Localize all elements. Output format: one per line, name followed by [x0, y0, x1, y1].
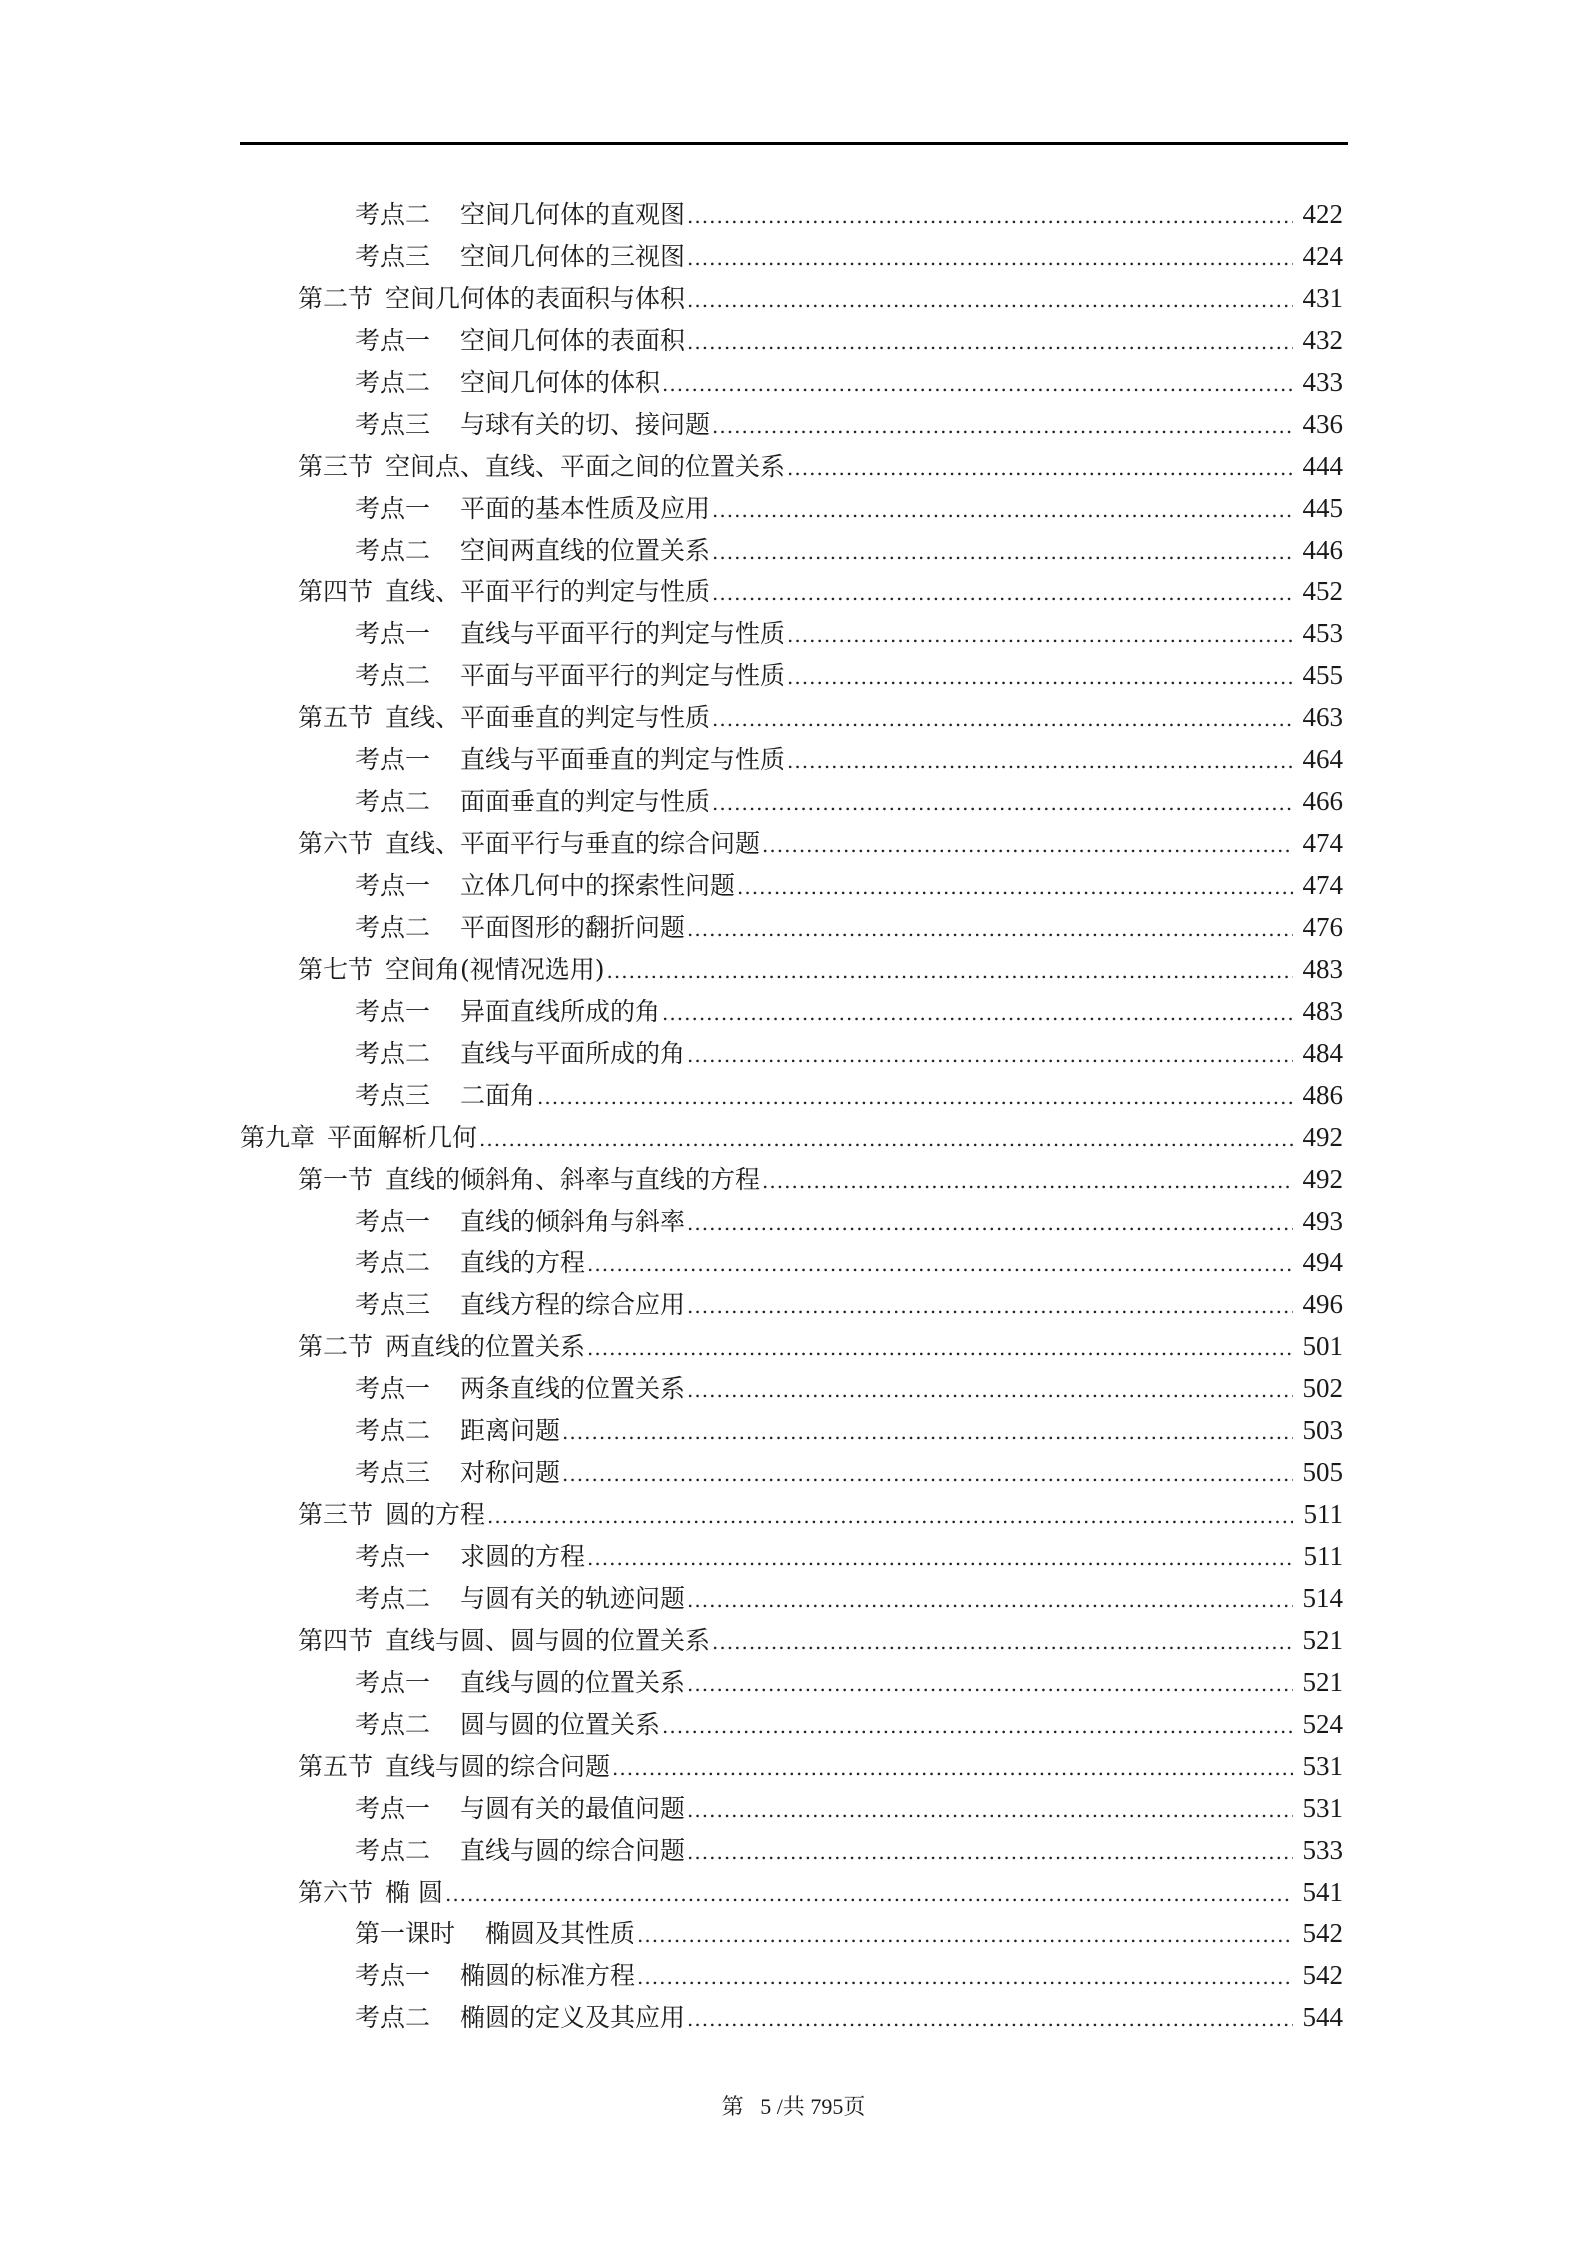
- toc-entry-page-number: 452: [1302, 576, 1343, 607]
- toc-topic-entry[interactable]: [240, 1955, 1343, 1997]
- toc-entry-page-number: 433: [1302, 366, 1343, 397]
- toc-entry-page-number: 505: [1302, 1457, 1343, 1488]
- dot-leader: [562, 1412, 1293, 1454]
- toc-topic-entry[interactable]: [240, 1410, 1343, 1452]
- toc-entry-page-number: 463: [1302, 702, 1343, 733]
- toc-entry-title: 直线方程的综合应用: [460, 1290, 686, 1320]
- toc-entry-title: 与圆有关的最值问题: [460, 1793, 686, 1823]
- toc-entry-prefix: 考点三: [355, 241, 431, 271]
- toc-entry-title: 直线的倾斜角、斜率与直线的方程: [385, 1164, 761, 1194]
- toc-entry-prefix: 第五节: [298, 1751, 374, 1781]
- dot-leader: [587, 1244, 1293, 1286]
- dot-leader: [712, 532, 1293, 574]
- dot-leader: [637, 1915, 1293, 1957]
- dot-leader: [445, 1874, 1293, 1916]
- toc-entry-title: 空间角(视情况选用): [385, 954, 605, 984]
- toc-topic-entry[interactable]: [240, 1075, 1343, 1117]
- toc-entry-prefix: 考点一: [355, 1793, 431, 1823]
- toc-entry-title: 对称问题: [460, 1458, 561, 1488]
- toc-entry-title: 圆的方程: [385, 1500, 486, 1530]
- toc-entry-prefix: 考点二: [355, 1583, 431, 1613]
- toc-entry-page-number: 422: [1302, 199, 1343, 229]
- toc-entry-title: 两条直线的位置关系: [460, 1374, 686, 1404]
- toc-entry-title: 平面解析几何: [327, 1122, 478, 1152]
- toc-entry-title: 圆与圆的位置关系: [460, 1709, 661, 1739]
- toc-entry-title: 椭圆及其性质: [485, 1919, 636, 1949]
- dot-leader: [787, 741, 1293, 783]
- toc-entry-title: 直线与圆的位置关系: [460, 1667, 686, 1697]
- toc-topic-entry[interactable]: [240, 655, 1343, 697]
- toc-entry-prefix: 第二节: [298, 1332, 374, 1362]
- dot-leader: [787, 615, 1293, 657]
- toc-entry-page-number: 524: [1302, 1708, 1343, 1739]
- toc-entry-page-number: 444: [1302, 450, 1343, 481]
- toc-topic-entry[interactable]: [240, 362, 1343, 404]
- toc-entry-page-number: 484: [1302, 1037, 1343, 1068]
- toc-entry-prefix: 考点一: [355, 745, 431, 775]
- toc-topic-entry[interactable]: [240, 488, 1343, 530]
- dot-leader: [787, 657, 1293, 699]
- toc-entry-title: 直线与平面所成的角: [460, 1038, 686, 1068]
- toc-entry-page-number: 502: [1302, 1373, 1343, 1404]
- toc-entry-page-number: 455: [1302, 660, 1343, 691]
- dot-leader: [712, 490, 1293, 532]
- toc-topic-entry[interactable]: [240, 739, 1343, 781]
- toc-entry-page-number: 486: [1302, 1079, 1343, 1110]
- toc-entry-page-number: 424: [1302, 240, 1343, 271]
- toc-topic-entry[interactable]: [240, 404, 1343, 446]
- toc-topic-entry[interactable]: [240, 1788, 1343, 1830]
- toc-section-entry[interactable]: [240, 1746, 1343, 1788]
- dot-leader: [687, 1580, 1293, 1622]
- toc-entry-prefix: 考点二: [355, 912, 431, 942]
- toc-entry-title: 空间几何体的体积: [460, 367, 661, 397]
- dot-leader: [687, 1999, 1293, 2041]
- toc-entry-prefix: 第二节: [298, 283, 374, 313]
- toc-entry-prefix: 考点二: [355, 787, 431, 817]
- toc-topic-entry[interactable]: [240, 236, 1343, 278]
- toc-entry-page-number: 436: [1302, 408, 1343, 439]
- toc-entry-prefix: 考点一: [355, 1961, 431, 1991]
- toc-topic-entry[interactable]: [240, 194, 1343, 236]
- toc-section-entry[interactable]: [240, 1620, 1343, 1662]
- toc-topic-entry[interactable]: [240, 1368, 1343, 1410]
- toc-entry-prefix: 考点三: [355, 1290, 431, 1320]
- dot-leader: [687, 1035, 1293, 1077]
- dot-leader: [537, 1077, 1293, 1119]
- toc-entry-prefix: 第七节: [298, 954, 374, 984]
- toc-section-entry[interactable]: [240, 1326, 1343, 1368]
- toc-topic-entry[interactable]: [240, 1662, 1343, 1704]
- toc-entry-prefix: 第三节: [298, 1500, 374, 1530]
- toc-entry-page-number: 501: [1302, 1331, 1343, 1362]
- toc-topic-entry[interactable]: [240, 1536, 1343, 1578]
- toc-entry-title: 空间两直线的位置关系: [460, 535, 711, 565]
- dot-leader: [662, 993, 1293, 1035]
- header-rule: [240, 142, 1348, 145]
- toc-entry-page-number: 466: [1302, 786, 1343, 817]
- toc-entry-prefix: 第四节: [298, 1625, 374, 1655]
- toc-entry-title: 距离问题: [460, 1416, 561, 1446]
- table-of-contents: [240, 194, 1343, 2039]
- toc-topic-entry[interactable]: [240, 1452, 1343, 1494]
- toc-entry-page-number: 542: [1302, 1960, 1343, 1991]
- dot-leader: [662, 1706, 1293, 1748]
- toc-section-entry[interactable]: [240, 823, 1343, 865]
- toc-entry-prefix: 考点二: [355, 1038, 431, 1068]
- toc-entry-prefix: 考点一: [355, 493, 431, 523]
- toc-entry-page-number: 431: [1302, 282, 1343, 313]
- toc-section-entry[interactable]: [240, 1159, 1343, 1201]
- toc-entry-prefix: 考点三: [355, 1080, 431, 1110]
- toc-topic-entry[interactable]: [240, 1284, 1343, 1326]
- dot-leader: [687, 1664, 1293, 1706]
- dot-leader: [787, 448, 1293, 490]
- toc-entry-prefix: 第六节: [298, 1877, 374, 1907]
- toc-entry-title: 空间几何体的直观图: [460, 200, 686, 229]
- toc-entry-page-number: 542: [1302, 1918, 1343, 1949]
- toc-entry-prefix: 第三节: [298, 451, 374, 481]
- toc-topic-entry[interactable]: [240, 1201, 1343, 1243]
- dot-leader: [712, 783, 1293, 825]
- toc-entry-title: 求圆的方程: [460, 1542, 586, 1571]
- toc-section-entry[interactable]: [240, 949, 1343, 991]
- toc-topic-entry[interactable]: [240, 991, 1343, 1033]
- toc-topic-entry[interactable]: [240, 1033, 1343, 1075]
- toc-topic-entry[interactable]: [240, 907, 1343, 949]
- toc-entry-prefix: 考点三: [355, 409, 431, 439]
- toc-entry-page-number: 544: [1302, 2002, 1343, 2033]
- toc-entry-prefix: 考点一: [355, 996, 431, 1026]
- toc-entry-page-number: 531: [1302, 1750, 1343, 1781]
- page-footer: [0, 2090, 1587, 2121]
- toc-entry-prefix: 考点二: [355, 200, 431, 229]
- dot-leader: [607, 951, 1293, 993]
- toc-topic-entry[interactable]: [240, 320, 1343, 362]
- toc-entry-prefix: 考点一: [355, 619, 431, 649]
- toc-entry-title: 直线与圆的综合问题: [460, 1835, 686, 1865]
- toc-entry-title: 椭圆的标准方程: [460, 1961, 636, 1991]
- toc-entry-prefix: 考点一: [355, 871, 431, 900]
- toc-entry-prefix: 考点二: [355, 2003, 431, 2033]
- toc-entry-title: 空间点、直线、平面之间的位置关系: [385, 451, 786, 481]
- dot-leader: [687, 196, 1293, 238]
- dot-leader: [612, 1748, 1293, 1790]
- toc-entry-title: 直线与圆的综合问题: [385, 1751, 611, 1781]
- toc-entry-page-number: 483: [1302, 953, 1343, 984]
- toc-entry-title: 直线、平面平行的判定与性质: [385, 577, 711, 607]
- toc-entry-title: 直线、平面平行与垂直的综合问题: [385, 829, 761, 859]
- toc-entry-title: 直线与平面平行的判定与性质: [460, 619, 786, 649]
- toc-entry-page-number: 521: [1302, 1666, 1343, 1697]
- toc-entry-page-number: 531: [1302, 1792, 1343, 1823]
- toc-entry-prefix: 第五节: [298, 703, 374, 733]
- toc-entry-prefix: 考点二: [355, 1835, 431, 1865]
- dot-leader: [687, 1203, 1293, 1245]
- toc-entry-page-number: 432: [1302, 324, 1343, 355]
- toc-topic-entry[interactable]: [240, 865, 1343, 907]
- toc-entry-prefix: 第九章: [240, 1122, 316, 1152]
- dot-leader: [712, 699, 1293, 741]
- toc-section-entry[interactable]: [240, 571, 1343, 613]
- toc-entry-page-number: 474: [1302, 870, 1343, 900]
- toc-entry-prefix: 考点二: [355, 661, 431, 691]
- toc-topic-entry[interactable]: [240, 1704, 1343, 1746]
- toc-topic-entry[interactable]: [240, 1830, 1343, 1872]
- footer-separator: /共: [776, 2094, 805, 2119]
- dot-leader: [712, 1622, 1293, 1664]
- toc-entry-prefix: 考点一: [355, 1667, 431, 1697]
- dot-leader: [687, 1286, 1293, 1328]
- toc-entry-title: 异面直线所成的角: [460, 996, 661, 1026]
- dot-leader: [762, 1161, 1293, 1203]
- toc-entry-prefix: 考点二: [355, 1709, 431, 1739]
- toc-entry-page-number: 483: [1302, 995, 1343, 1026]
- footer-unit: 页: [843, 2094, 866, 2119]
- toc-entry-page-number: 533: [1302, 1834, 1343, 1865]
- dot-leader: [687, 280, 1293, 322]
- toc-entry-page-number: 445: [1302, 492, 1343, 523]
- toc-entry-prefix: 考点二: [355, 535, 431, 565]
- toc-chapter-entry[interactable]: [240, 1117, 1343, 1159]
- toc-entry-title: 平面图形的翻折问题: [460, 912, 686, 942]
- toc-entry-page-number: 541: [1302, 1876, 1343, 1907]
- footer-current-page: 5: [760, 2094, 772, 2119]
- toc-entry-title: 面面垂直的判定与性质: [460, 787, 711, 817]
- toc-section-entry[interactable]: [240, 697, 1343, 739]
- toc-entry-title: 平面与平面平行的判定与性质: [460, 661, 786, 691]
- toc-entry-prefix: 考点一: [355, 325, 431, 355]
- dot-leader: [687, 909, 1293, 951]
- dot-leader: [487, 1496, 1293, 1538]
- toc-entry-prefix: 第六节: [298, 829, 374, 859]
- toc-topic-entry[interactable]: [240, 530, 1343, 572]
- toc-entry-prefix: 第四节: [298, 577, 374, 607]
- toc-topic-entry[interactable]: [240, 613, 1343, 655]
- toc-entry-page-number: 492: [1302, 1121, 1343, 1152]
- toc-entry-prefix: 考点二: [355, 1416, 431, 1446]
- toc-entry-title: 直线与平面垂直的判定与性质: [460, 745, 786, 775]
- dot-leader: [737, 867, 1293, 909]
- dot-leader: [587, 1538, 1293, 1580]
- toc-entry-prefix: 考点二: [355, 1248, 431, 1278]
- toc-entry-page-number: 446: [1302, 534, 1343, 565]
- toc-entry-title: 两直线的位置关系: [385, 1332, 586, 1362]
- dot-leader: [762, 825, 1293, 867]
- toc-entry-title: 直线与圆、圆与圆的位置关系: [385, 1625, 711, 1655]
- dot-leader: [687, 1790, 1293, 1832]
- toc-entry-title: 空间几何体的表面积: [460, 325, 686, 355]
- toc-entry-page-number: 464: [1302, 744, 1343, 775]
- toc-topic-entry[interactable]: [240, 1997, 1343, 2039]
- toc-entry-title: 椭圆的定义及其应用: [460, 2003, 686, 2033]
- dot-leader: [479, 1119, 1293, 1161]
- toc-topic-entry[interactable]: [240, 1913, 1343, 1955]
- dot-leader: [687, 1832, 1293, 1874]
- toc-entry-page-number: 496: [1302, 1289, 1343, 1320]
- toc-topic-entry[interactable]: [240, 781, 1343, 823]
- toc-entry-title: 二面角: [460, 1080, 536, 1110]
- dot-leader: [687, 322, 1293, 364]
- toc-entry-title: 椭 圆: [385, 1877, 443, 1907]
- dot-leader: [712, 573, 1293, 615]
- footer-total-pages: 795: [810, 2094, 844, 2119]
- toc-entry-page-number: 511: [1303, 1541, 1343, 1571]
- dot-leader: [687, 1370, 1293, 1412]
- footer-page-label: 第: [721, 2094, 744, 2119]
- toc-entry-prefix: 考点一: [355, 1206, 431, 1236]
- toc-entry-title: 直线的倾斜角与斜率: [460, 1206, 686, 1236]
- toc-entry-page-number: 494: [1302, 1247, 1343, 1278]
- toc-section-entry[interactable]: [240, 278, 1343, 320]
- toc-entry-prefix: 考点二: [355, 367, 431, 397]
- dot-leader: [637, 1957, 1293, 1999]
- toc-entry-title: 空间几何体的表面积与体积: [385, 283, 686, 313]
- toc-entry-title: 平面的基本性质及应用: [460, 493, 711, 523]
- toc-entry-page-number: 476: [1302, 911, 1343, 942]
- toc-entry-page-number: 503: [1302, 1415, 1343, 1446]
- toc-entry-title: 直线的方程: [460, 1248, 586, 1278]
- toc-entry-title: 与球有关的切、接问题: [460, 409, 711, 439]
- dot-leader: [662, 364, 1293, 406]
- toc-entry-prefix: 第一课时: [355, 1919, 456, 1949]
- toc-entry-prefix: 考点三: [355, 1458, 431, 1488]
- dot-leader: [712, 406, 1293, 448]
- toc-section-entry[interactable]: [240, 1494, 1343, 1536]
- toc-entry-title: 与圆有关的轨迹问题: [460, 1583, 686, 1613]
- dot-leader: [687, 238, 1293, 280]
- toc-entry-page-number: 493: [1302, 1205, 1343, 1236]
- toc-entry-title: 直线、平面垂直的判定与性质: [385, 703, 711, 733]
- dot-leader: [587, 1328, 1293, 1370]
- toc-entry-prefix: 第一节: [298, 1164, 374, 1194]
- dot-leader: [562, 1454, 1293, 1496]
- toc-entry-prefix: 考点一: [355, 1374, 431, 1404]
- toc-entry-prefix: 考点一: [355, 1542, 431, 1571]
- toc-entry-page-number: 514: [1302, 1582, 1343, 1613]
- toc-entry-page-number: 453: [1302, 618, 1343, 649]
- toc-entry-title: 立体几何中的探索性问题: [460, 871, 736, 900]
- toc-section-entry[interactable]: [240, 1872, 1343, 1914]
- toc-topic-entry[interactable]: [240, 1242, 1343, 1284]
- toc-entry-title: 空间几何体的三视图: [460, 241, 686, 271]
- toc-topic-entry[interactable]: [240, 1578, 1343, 1620]
- toc-entry-page-number: 492: [1302, 1163, 1343, 1194]
- toc-entry-page-number: 511: [1303, 1499, 1343, 1530]
- toc-entry-page-number: 474: [1302, 828, 1343, 859]
- toc-section-entry[interactable]: [240, 446, 1343, 488]
- toc-entry-page-number: 521: [1302, 1624, 1343, 1655]
